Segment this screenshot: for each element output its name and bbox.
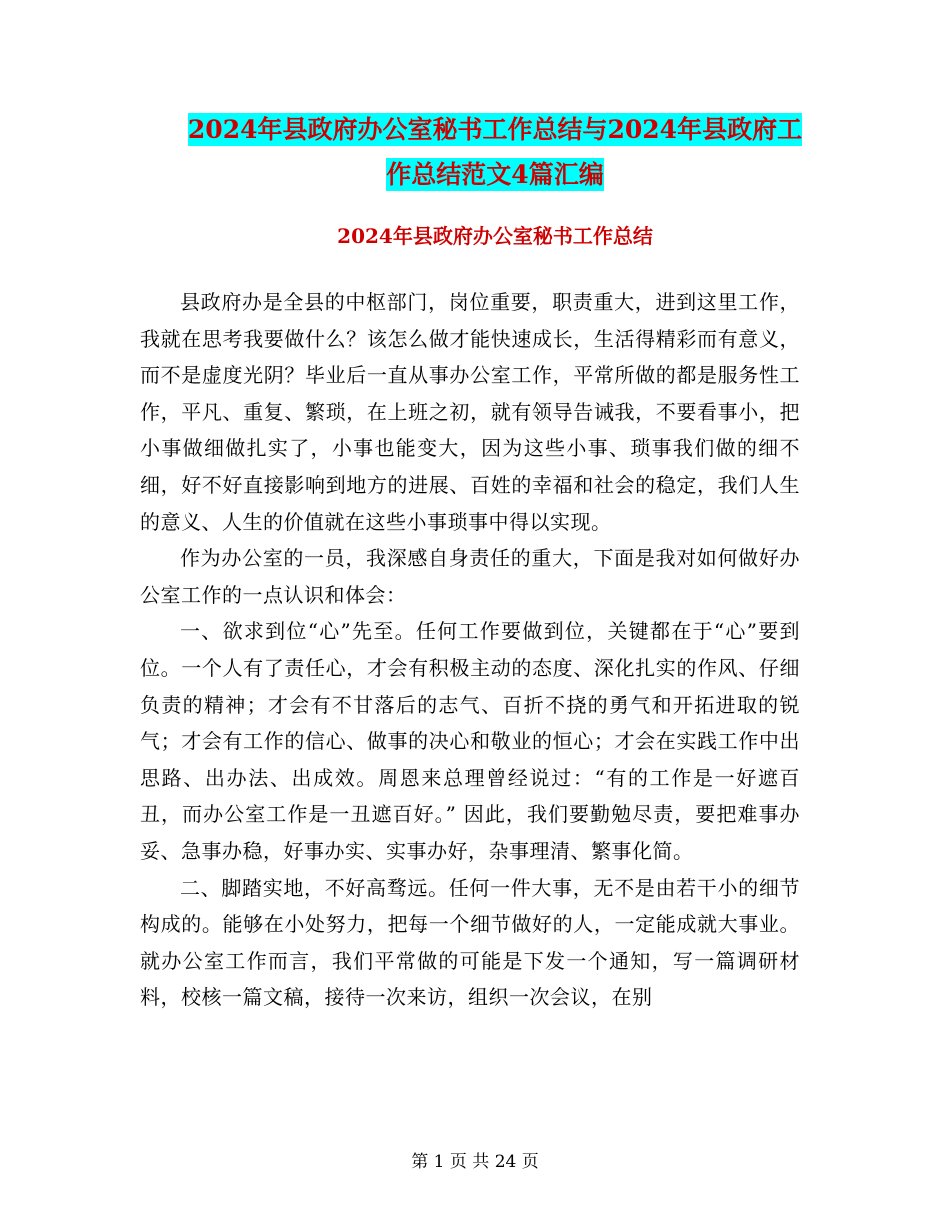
title-line-1-text: 2024年县政府办公室秘书工作总结与2024年县政府工 xyxy=(187,115,803,144)
title-line-2-text: 作总结范文4篇汇编 xyxy=(386,160,604,189)
title-line-1 xyxy=(140,105,850,155)
paragraph: 作为办公室的一员，我深感自身责任的重大，下面是我对如何做好办公室工作的一点认识和体会： xyxy=(140,546,800,607)
paragraph: 二、脚踏实地，不好高骛远。任何一件大事，无不是由若干小的细节构成的。能够在小处努力，把每一个细节做好的人，一定能成就大事业。就办公室工作而言，我们平常做的可能是下发一个通知，写一篇调研材料，校核一篇文稿，接待一次来访，组织一次会议，在别 xyxy=(140,875,800,1010)
section-heading: 2024年县政府办公室秘书工作总结 xyxy=(337,224,653,248)
page-footer: 第 1 页 共 24 页 xyxy=(411,1152,539,1172)
paragraph: 一、欲求到位“心”先至。任何工作要做到位，关键都在于“心”要到位。一个人有了责任心，才会有积极主动的态度、深化扎实的作风、仔细负责的精神；才会有不甘落后的志气、百折不挠的勇气和开拓进取的锐气；才会有工作的信心、做事的决心和敬业的恒心；才会在实践工作中出思路、出办法、出成效。周恩来总理曾经说过：“有的工作是一好遮百丑，而办公室工作是一丑遮百好。” 因此，我们要勤勉尽责，要把难事办妥、急事办稳，好事办实、实事办好，杂事理清、繁事化简。 xyxy=(140,619,800,863)
paragraph: 县政府办是全县的中枢部门，岗位重要，职责重大，进到这里工作，我就在思考我要做什么？该怎么做才能快速成长，生活得精彩而有意义，而不是虚度光阴？毕业后一直从事办公室工作，平常所做的都是服务性工作，平凡、重复、繁琐，在上班之初，就有领导告诫我，不要看事小，把小事做细做扎实了，小事也能变大，因为这些小事、琐事我们做的细不细，好不好直接影响到地方的进展、百姓的幸福和社会的稳定，我们人生的意义、人生的价值就在这些小事琐事中得以实现。 xyxy=(140,290,800,534)
title-line-2 xyxy=(140,150,850,200)
document-body xyxy=(140,284,800,1016)
